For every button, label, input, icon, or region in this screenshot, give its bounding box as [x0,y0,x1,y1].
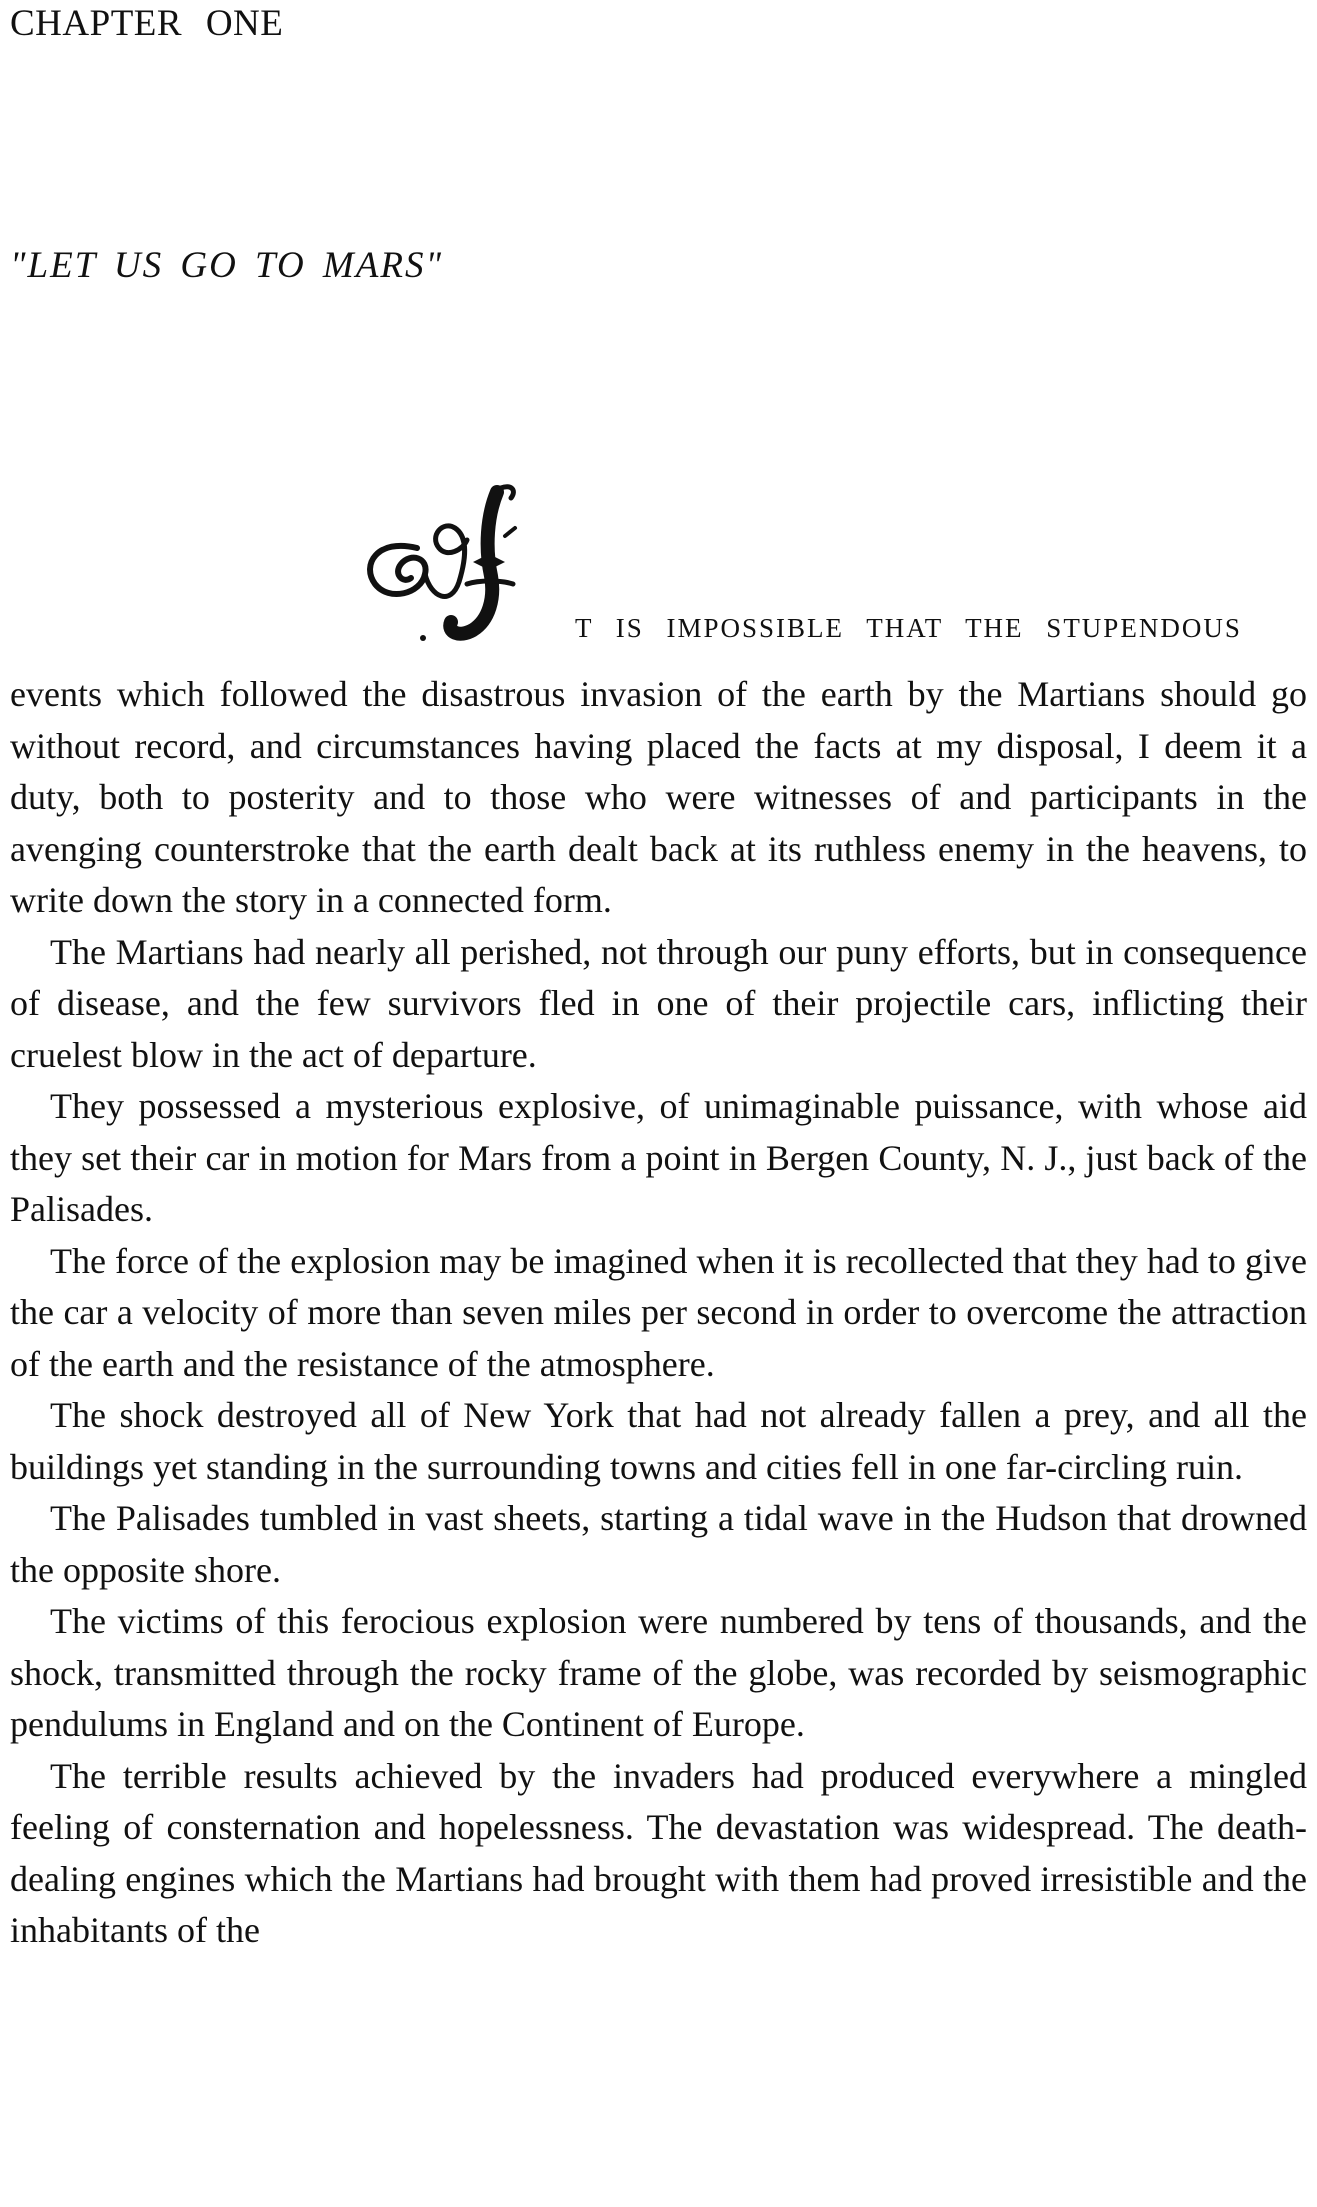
paragraph-1: events which followed the disastrous invasion of the earth by the Martians should go without record, and circumstances having placed the facts at my disposal, I deem it a duty, both to posterity and to those who were witnesses of and participants in the avenging counterstroke that the earth dealt back at its ruthless enemy in the heavens, to write down the story in a connected form. [10,674,1307,920]
paragraph-4: The force of the explosion may be imagined when it is recollected that they had to give the car a velocity of more than seven miles per second in order to overcome the attraction of the earth and the resistance of the atmosphere. [10,1240,1307,1384]
chapter-title: "LET US GO TO MARS" [10,245,443,286]
paragraph-6: The Palisades tumbled in vast sheets, starting a tidal wave in the Hudson that drowned the opposite shore. [10,1498,1307,1590]
paragraph-8: The terrible results achieved by the invaders had produced everywhere a mingled feeling of consternation and hopelessness. The devastation was widespread. The death-dealing engines which the Martians had brought with them had proved irresistible and the inhabitants of the [10,1755,1307,1950]
paragraph-3: They possessed a mysterious explosive, of unimaginable puissance, with whose aid they set their car in motion for Mars from a point in Bergen County, N. J., just back of the Palisades. [10,1086,1307,1229]
opening-lead-in: T IS IMPOSSIBLE THAT THE STUPENDOUS [575,613,1242,643]
paragraph-5: The shock destroyed all of New York that had not already fallen a prey, and all the buildings yet standing in the surrounding towns and cities fell in one far-circling ruin. [10,1395,1307,1487]
paragraph-7: The victims of this ferocious explosion were numbered by tens of thousands, and the shock, transmitted through the rocky frame of the globe, was recorded by seismographic pendulums in England and on the Continent of Europe. [10,1601,1307,1744]
chapter-label: CHAPTER ONE [10,3,284,44]
chapter-body [10,669,1307,1957]
paragraph-2: The Martians had nearly all perished, not through our puny efforts, but in consequence of disease, and the few survivors fled in one of their projectile cars, inflicting their cruelest blow in the act of departure. [10,931,1307,1075]
ornamental-drop-cap-i [355,480,565,655]
